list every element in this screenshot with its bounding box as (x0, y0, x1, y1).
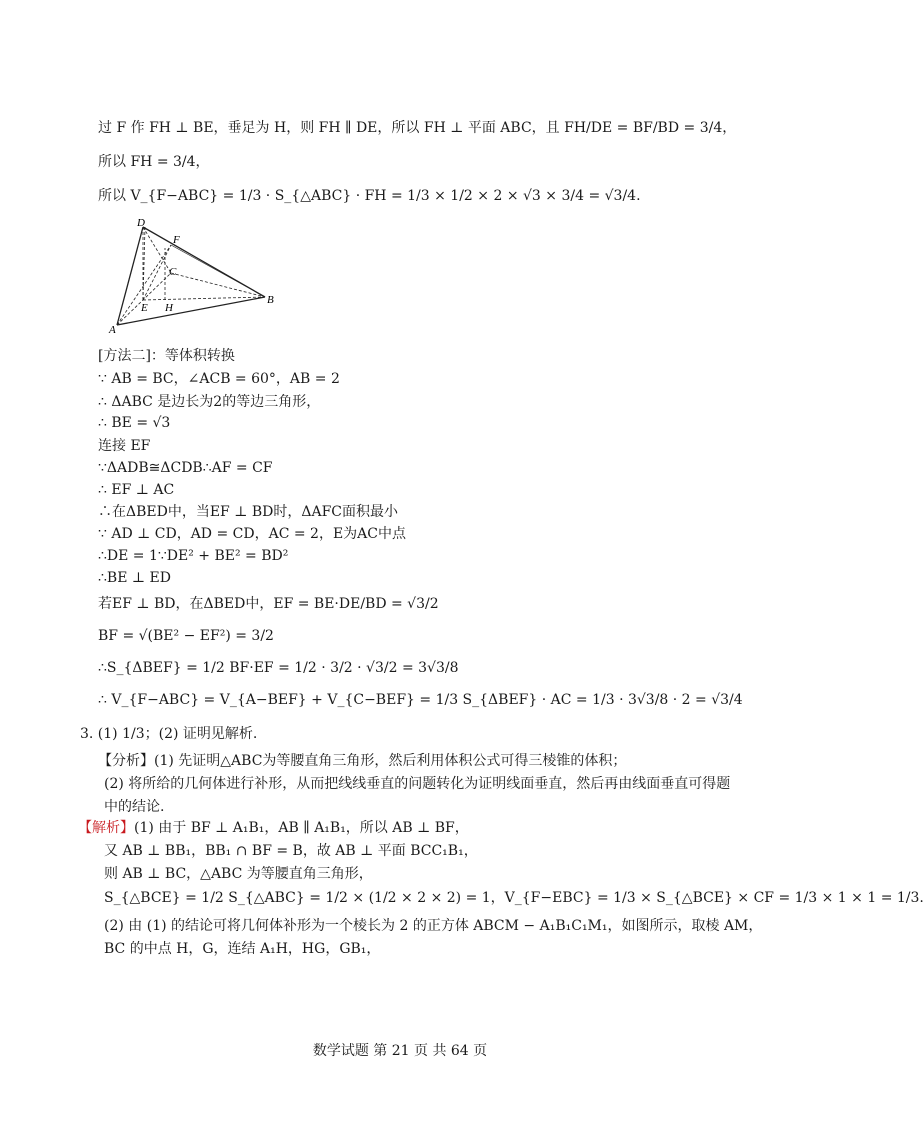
method-2-line-13: BF = √(BE² − EF²) = 3/2 (98, 628, 274, 644)
text-line-2: 所以 FH = 3/4， (98, 154, 210, 170)
analysis-tag: 【分析】 (98, 753, 154, 769)
method-2-line-3: ∴ ΔABC 是边长为2的等边三角形， (98, 394, 321, 410)
vertex-label-d: D (137, 217, 145, 229)
method-2-line-1: [方法二]：等体积转换 (98, 348, 235, 364)
solution-tag: 【解析】 (78, 820, 134, 836)
method-2-line-10: ∴DE = 1∵DE² + BE² = BD² (98, 548, 289, 564)
method-2-line-6: ∵ΔADB≅ΔCDB∴AF = CF (98, 460, 273, 476)
method-2-line-12: 若EF ⊥ BD，在ΔBED中，EF = BE·DE/BD = √3/2 (98, 596, 439, 612)
method-2-line-5: 连接 EF (98, 438, 151, 454)
vertex-label-b: B (267, 294, 274, 306)
method-2-line-15: ∴ V_{F−ABC} = V_{A−BEF} + V_{C−BEF} = 1/3 S_{ΔBEF} · AC = 1/3 · 3√3/8 · 2 = √3/4 (98, 692, 743, 708)
analysis-line-2: (2) 将所给的几何体进行补形，从而把线线垂直的问题转化为证明线面垂直，然后再由线面垂直可得题 (104, 776, 731, 792)
method-2-line-14: ∴S_{ΔBEF} = 1/2 BF·EF = 1/2 · 3/2 · √3/2 = 3√3/8 (98, 660, 459, 676)
method-2-line-9: ∵ AD ⊥ CD，AD = CD，AC = 2，E为AC中点 (98, 526, 406, 542)
page-footer: 数学试题 第 21 页 共 64 页 (312, 1043, 488, 1059)
vertex-label-h: H (165, 302, 173, 314)
solution-line-1 (78, 818, 469, 838)
question-3-answer: 3. (1) 1/3；(2) 证明见解析. (80, 726, 258, 742)
solution-line-4: S_{△BCE} = 1/2 S_{△ABC} = 1/2 × (1/2 × 2 × 2) = 1，V_{F−EBC} = 1/3 × S_{△BCE} × CF = 1/3 × 1 × 1 = 1/3. (104, 890, 924, 906)
method-2-line-2: ∵ AB = BC，∠ACB = 60°，AB = 2 (98, 371, 340, 387)
solution-text-1: (1) 由于 BF ⊥ A₁B₁，AB ∥ A₁B₁，所以 AB ⊥ BF， (134, 820, 469, 836)
vertex-label-c: C (169, 266, 177, 278)
solution-line-3: 则 AB ⊥ BC，△ABC 为等腰直角三角形， (104, 866, 373, 882)
vertex-label-e: E (141, 302, 148, 314)
analysis-text-1: (1) 先证明△ABC为等腰直角三角形，然后利用体积公式可得三棱锥的体积； (154, 753, 627, 769)
solution-line-2: 又 AB ⊥ BB₁，BB₁ ∩ BF = B，故 AB ⊥ 平面 BCC₁B₁， (104, 843, 478, 859)
method-2-line-8: ∴在ΔBED中，当EF ⊥ BD时，ΔAFC面积最小 (98, 504, 399, 520)
vertex-label-a: A (109, 324, 116, 336)
analysis-line-3: 中的结论. (104, 799, 165, 815)
text-line-1: 过 F 作 FH ⊥ BE，垂足为 H，则 FH ∥ DE，所以 FH ⊥ 平面 ABC，且 FH/DE = BF/BD = 3/4， (98, 120, 737, 136)
solution-line-6: BC 的中点 H，G，连结 A₁H，HG，GB₁， (104, 941, 381, 957)
method-2-line-4: ∴ BE = √3 (98, 415, 171, 431)
tetrahedron-figure (105, 215, 285, 340)
solution-line-5: (2) 由 (1) 的结论可将几何体补形为一个棱长为 2 的正方体 ABCM − A₁B₁C₁M₁，如图所示，取棱 AM， (104, 918, 763, 934)
analysis-line-1 (98, 751, 626, 771)
method-2-line-7: ∴ EF ⊥ AC (98, 482, 175, 498)
method-2-line-11: ∴BE ⊥ ED (98, 570, 171, 586)
vertex-label-f: F (173, 234, 180, 246)
text-line-3: 所以 V_{F−ABC} = 1/3 · S_{△ABC} · FH = 1/3 × 1/2 × 2 × √3 × 3/4 = √3/4. (98, 188, 641, 204)
